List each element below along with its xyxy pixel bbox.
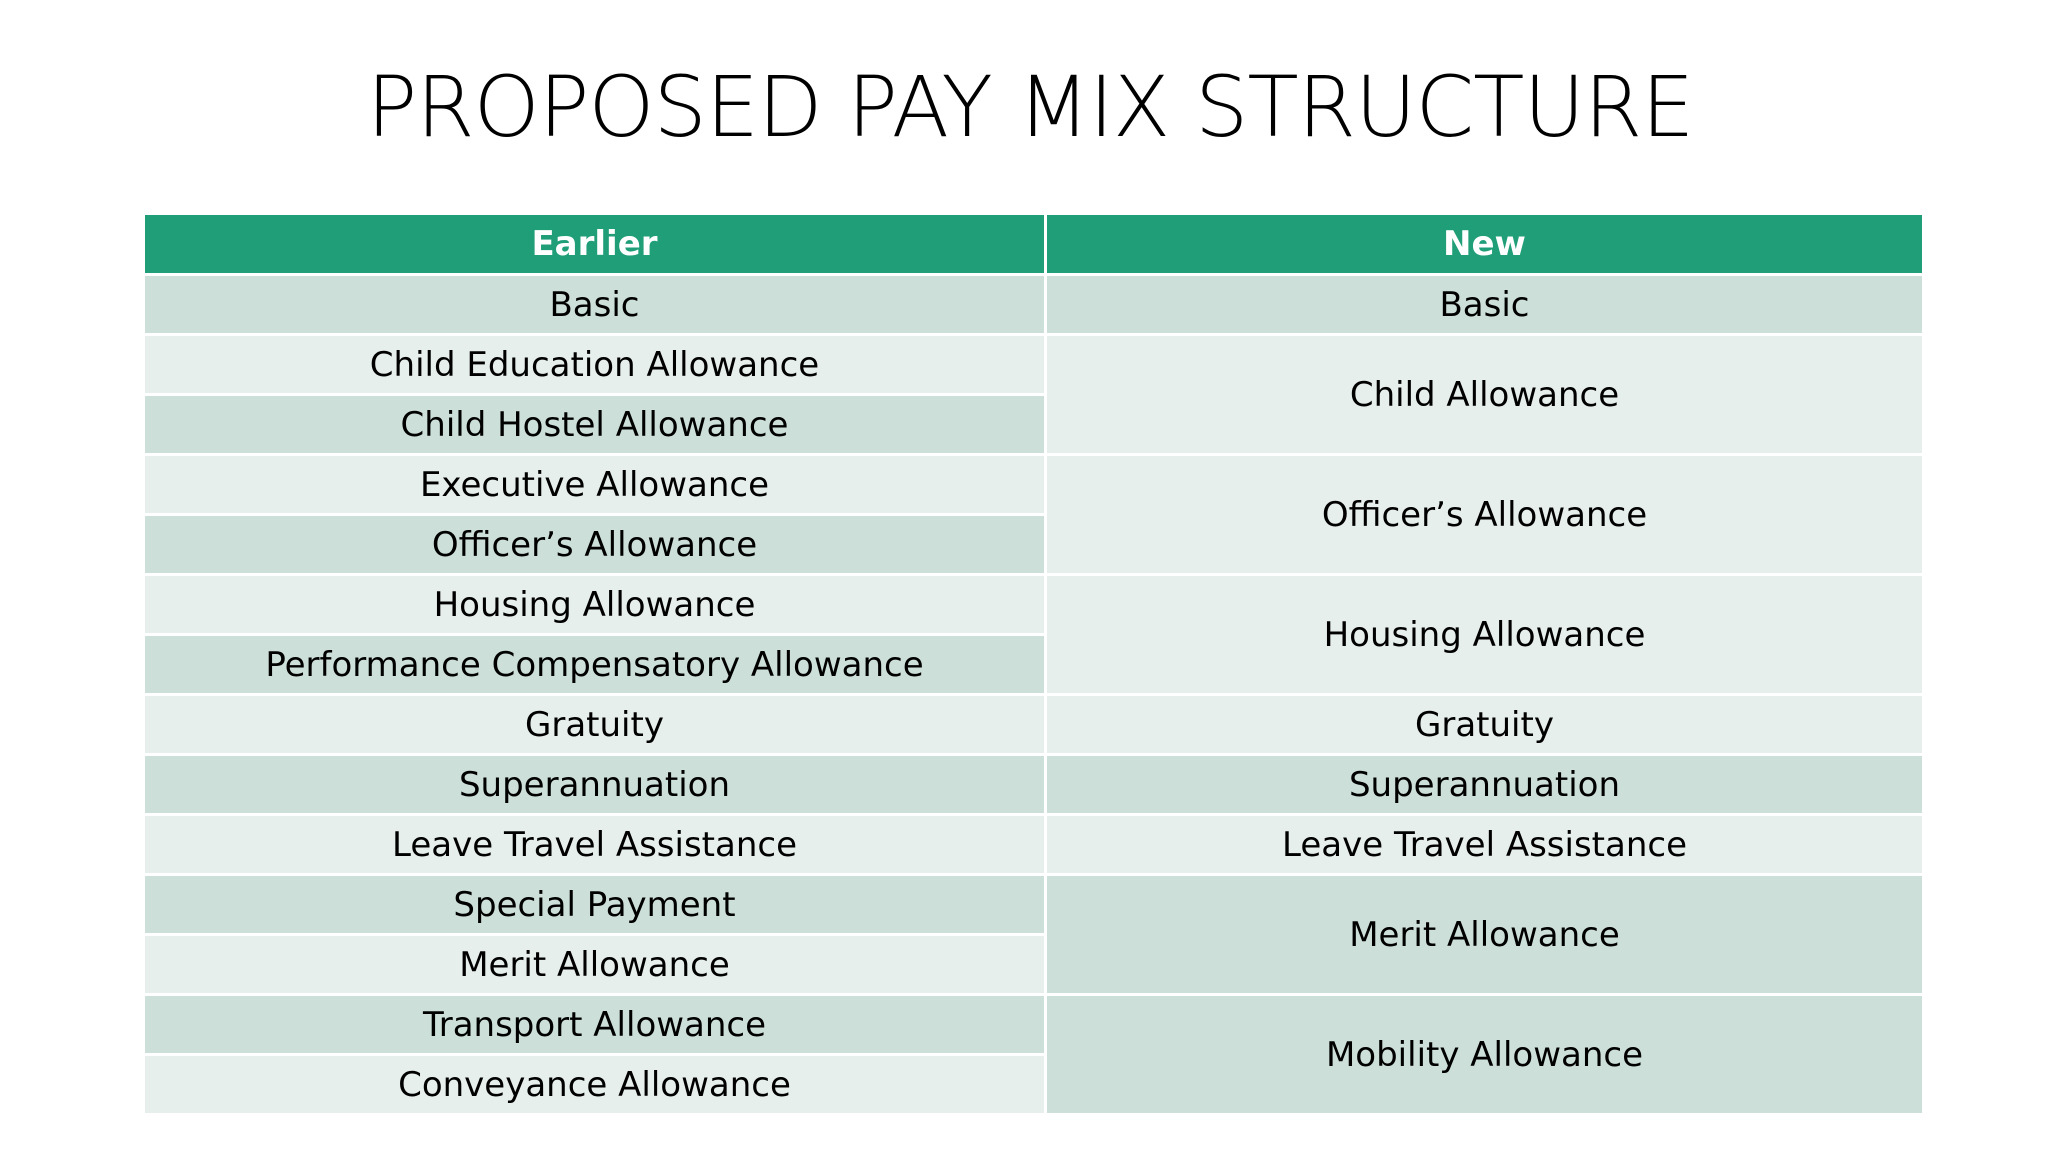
table-row	[144, 695, 1924, 755]
table-row	[144, 335, 1924, 395]
new-cell: Merit Allowance	[1046, 875, 1924, 995]
earlier-cell: Special Payment	[144, 875, 1046, 935]
earlier-cell: Child Education Allowance	[144, 335, 1046, 395]
earlier-cell: Officer’s Allowance	[144, 515, 1046, 575]
table-row	[144, 455, 1924, 515]
new-cell: Housing Allowance	[1046, 575, 1924, 695]
header-earlier: Earlier	[144, 214, 1046, 275]
new-cell: Mobility Allowance	[1046, 995, 1924, 1115]
header-new: New	[1046, 214, 1924, 275]
table-row	[144, 815, 1924, 875]
new-cell: Superannuation	[1046, 755, 1924, 815]
earlier-cell: Leave Travel Assistance	[144, 815, 1046, 875]
table-header-row	[144, 214, 1924, 275]
table-row	[144, 275, 1924, 335]
earlier-cell: Merit Allowance	[144, 935, 1046, 995]
slide-title: PROPOSED PAY MIX STRUCTURE	[366, 58, 1694, 156]
earlier-cell: Performance Compensatory Allowance	[144, 635, 1046, 695]
pay-mix-table	[142, 212, 1925, 1116]
earlier-cell: Housing Allowance	[144, 575, 1046, 635]
new-cell: Officer’s Allowance	[1046, 455, 1924, 575]
new-cell: Basic	[1046, 275, 1924, 335]
earlier-cell: Gratuity	[144, 695, 1046, 755]
table-row	[144, 575, 1924, 635]
earlier-cell: Superannuation	[144, 755, 1046, 815]
earlier-cell: Child Hostel Allowance	[144, 395, 1046, 455]
earlier-cell: Transport Allowance	[144, 995, 1046, 1055]
table-row	[144, 755, 1924, 815]
earlier-cell: Basic	[144, 275, 1046, 335]
earlier-cell: Executive Allowance	[144, 455, 1046, 515]
new-cell: Leave Travel Assistance	[1046, 815, 1924, 875]
new-cell: Child Allowance	[1046, 335, 1924, 455]
new-cell: Gratuity	[1046, 695, 1924, 755]
earlier-cell: Conveyance Allowance	[144, 1055, 1046, 1115]
table-row	[144, 875, 1924, 935]
table-row	[144, 995, 1924, 1055]
